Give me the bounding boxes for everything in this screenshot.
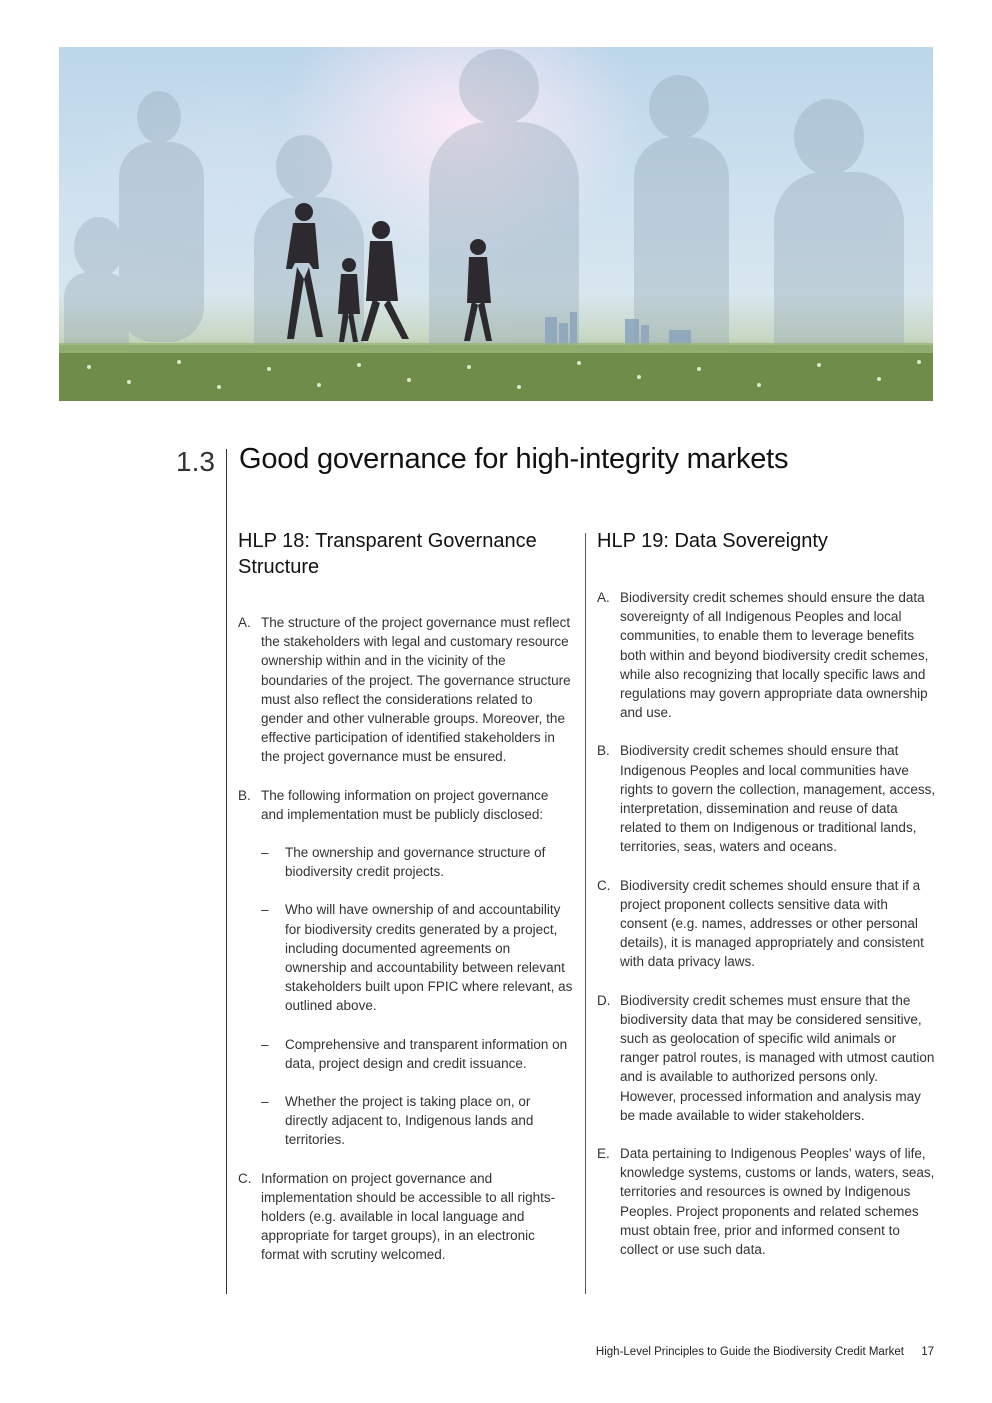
item-text: Information on project governance and implementation should be accessible to all rights-holders (e.g. available in local language and appropriate for target groups), in an electronic format with scrutiny welcomed. bbox=[261, 1170, 556, 1263]
item-text: Biodiversity credit schemes should ensure that Indigenous Peoples and local communities have rights to govern the collection, management, access, interpretation, dissemination and reuse of data related to them on Indigenous or traditional lands, territories, seas, waters and oceans. bbox=[620, 743, 936, 855]
hlp19-item-b bbox=[597, 741, 937, 856]
item-label: C. bbox=[238, 1170, 252, 1186]
hero-photo bbox=[59, 47, 933, 401]
item-label: E. bbox=[597, 1146, 610, 1162]
item-label: A. bbox=[238, 615, 251, 630]
hlp18-item-b bbox=[238, 786, 574, 824]
section-number: 1.3 bbox=[176, 446, 215, 477]
column-divider bbox=[585, 533, 586, 1294]
footer-title: High-Level Principles to Guide the Biodiversity Credit Market bbox=[595, 1346, 904, 1358]
item-label: A. bbox=[597, 590, 610, 605]
bullet-text: Comprehensive and transparent information on data, project design and credit issuance. bbox=[285, 1036, 568, 1071]
item-text: Biodiversity credit schemes should ensure the data sovereignty of all Indigenous Peoples and local communities, to enable them to leverage benefits both within and beyond biodiversity credit schemes, while also recognizing that locally specific laws and regulations may govern appropriate data ownership and use. bbox=[620, 590, 929, 721]
section-title: Good governance for high-integrity markets bbox=[239, 443, 789, 475]
hlp18-bullet: – Comprehensive and transparent information on data, project design and credit issuance. bbox=[261, 1036, 568, 1071]
page-number: 17 bbox=[921, 1346, 934, 1358]
hlp18-item-c bbox=[238, 1169, 574, 1265]
page-footer bbox=[596, 1346, 934, 1358]
item-text: Biodiversity credit schemes should ensure that if a project proponent collects sensitive data with consent (e.g. names, addresses or other personal details), it is managed appropriately and consistent with data privacy laws. bbox=[620, 877, 924, 970]
item-text: Data pertaining to Indigenous Peoples’ ways of life, knowledge systems, customs or lands, waters, seas, territories and resources is owned by Indigenous Peoples. Project proponents and related schemes must obtain free, prior and informed consent to collect or use such data. bbox=[620, 1146, 935, 1258]
hlp19-item-e bbox=[597, 1144, 937, 1259]
section-divider bbox=[226, 449, 227, 1294]
hlp19-item-c bbox=[597, 876, 937, 972]
hlp18-item-a bbox=[238, 613, 574, 767]
hlp18-bullet: – The ownership and governance structure of biodiversity credit projects. bbox=[261, 845, 546, 880]
item-text: The structure of the project governance must reflect the stakeholders with legal and customary resource ownership within and in the vicinity of the boundaries of the project. The governance structure must also reflect the considerations related to gender and other vulnerable groups. Moreover, the effective participation of identified stakeholders in the project governance must be ensured. bbox=[261, 615, 571, 765]
hlp18-column bbox=[238, 528, 574, 1265]
item-label: B. bbox=[597, 743, 610, 759]
bullet-text: The ownership and governance structure of biodiversity credit projects. bbox=[285, 845, 546, 880]
hlp18-heading: HLP 18: Transparent Governance Structure bbox=[238, 530, 537, 578]
item-label: B. bbox=[238, 787, 251, 803]
hlp19-item-d bbox=[597, 991, 937, 1125]
bullet-text: Who will have ownership of and accountability for biodiversity credits generated by a project, including documented agreements on ownership and accountability between relevant stakeholders built upon FPIC where relevant, as outlined above. bbox=[285, 902, 573, 1014]
hlp18-bullet: – Who will have ownership of and accountability for biodiversity credits generated by a project, including documented agreements on ownership and accountability between relevant stakeholders built upon FPIC where relevant, as outlined above. bbox=[261, 902, 573, 1014]
item-text: The following information on project governance and implementation must be publicly disclosed: bbox=[261, 787, 549, 822]
hlp18-bullet: – Whether the project is taking place on, or directly adjacent to, Indigenous lands and territories. bbox=[261, 1094, 534, 1148]
hlp19-heading: HLP 19: Data Sovereignty bbox=[597, 530, 828, 552]
item-label: C. bbox=[597, 877, 611, 893]
bullet-text: Whether the project is taking place on, or directly adjacent to, Indigenous lands and territories. bbox=[285, 1094, 534, 1148]
item-label: D. bbox=[597, 992, 611, 1008]
people-walking-illustration bbox=[59, 47, 933, 401]
hlp19-column bbox=[597, 528, 937, 1259]
item-text: Biodiversity credit schemes must ensure that the biodiversity data that may be considered sensitive, such as geolocation of specific wild animals or ranger patrol routes, is managed with utmost caution and is available to authorized persons only. However, processed information and analysis may be made available to wider stakeholders. bbox=[620, 992, 935, 1123]
hlp19-item-a bbox=[597, 588, 937, 722]
